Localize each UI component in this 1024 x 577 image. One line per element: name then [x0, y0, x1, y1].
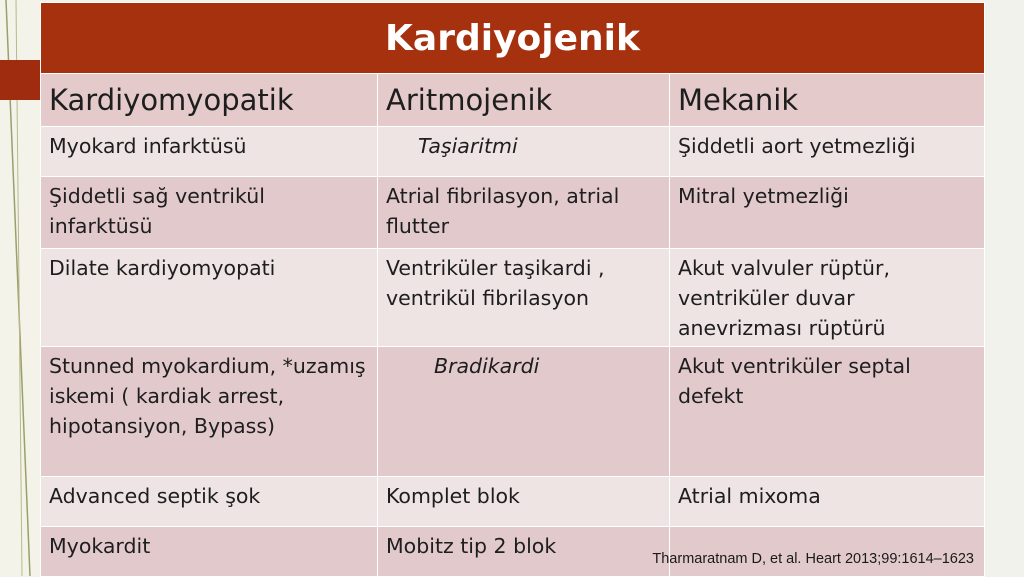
table-cell: Şiddetli sağ ventrikül infarktüsü	[41, 177, 378, 249]
table-cell: Ventriküler taşikardi , ventrikül fibrilasyon	[378, 249, 670, 347]
table-cell: Akut valvuler rüptür, ventriküler duvar anevrizması rüptürü	[670, 249, 985, 347]
table-cell: Akut ventriküler septal defekt	[670, 347, 985, 477]
table-cell: Dilate kardiyomyopati	[41, 249, 378, 347]
table-cell: Advanced septik şok	[41, 477, 378, 527]
table-cell: Taşiaritmi	[378, 127, 670, 177]
citation: Tharmaratnam D, et al. Heart 2013;99:1614–1623	[652, 551, 974, 567]
header-kardiyomyopatik: Kardiyomyopatik	[41, 74, 378, 127]
table-title: Kardiyojenik	[41, 3, 985, 74]
table-cell: Şiddetli aort yetmezliği	[670, 127, 985, 177]
table-cell: Bradikardi	[378, 347, 670, 477]
table-cell: Mobitz tip 2 blok	[378, 527, 670, 577]
accent-bar	[0, 60, 40, 100]
cardiogenic-table	[40, 2, 985, 577]
header-mekanik: Mekanik	[670, 74, 985, 127]
table-cell: Atrial mixoma	[670, 477, 985, 527]
table-cell: Mitral yetmezliği	[670, 177, 985, 249]
table-cell: Atrial fibrilasyon, atrial flutter	[378, 177, 670, 249]
table-cell: Myokard infarktüsü	[41, 127, 378, 177]
table-cell: Stunned myokardium, *uzamış iskemi ( kardiak arrest, hipotansiyon, Bypass)	[41, 347, 378, 477]
header-aritmojenik: Aritmojenik	[378, 74, 670, 127]
table-cell: Komplet blok	[378, 477, 670, 527]
table-cell: Myokardit	[41, 527, 378, 577]
